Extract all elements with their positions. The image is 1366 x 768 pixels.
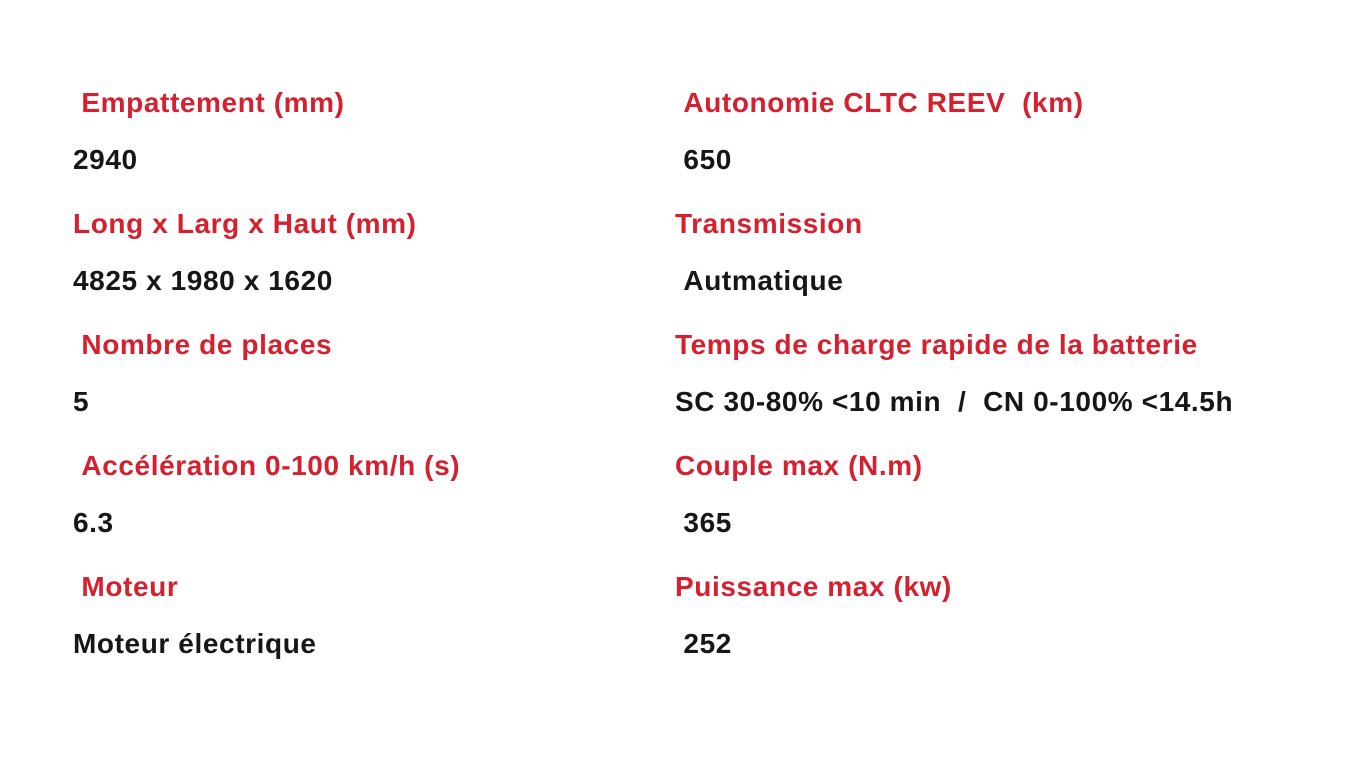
spec-item-autonomie — [675, 86, 1335, 177]
spec-label: Accélération 0-100 km/h (s) — [73, 450, 461, 481]
spec-column-right — [675, 86, 1335, 691]
spec-label: Couple max (N.m) — [675, 450, 923, 481]
spec-label: Puissance max (kw) — [675, 571, 952, 602]
spec-value: 365 — [675, 507, 732, 538]
spec-item-empattement — [73, 86, 675, 177]
spec-label: Transmission — [675, 208, 863, 239]
spec-item-places — [73, 328, 675, 419]
spec-label: Long x Larg x Haut (mm) — [73, 208, 417, 239]
spec-value: 252 — [675, 628, 732, 659]
spec-item-moteur — [73, 570, 675, 661]
spec-item-transmission — [675, 207, 1335, 298]
spec-label: Empattement (mm) — [73, 87, 345, 118]
spec-value: Moteur électrique — [73, 628, 317, 659]
spec-item-couple — [675, 449, 1335, 540]
spec-item-dimensions — [73, 207, 675, 298]
spec-item-puissance — [675, 570, 1335, 661]
spec-column-left — [73, 86, 675, 691]
spec-value: 4825 x 1980 x 1620 — [73, 265, 333, 296]
spec-item-charge — [675, 328, 1335, 419]
spec-label: Autonomie CLTC REEV (km) — [675, 87, 1084, 118]
spec-value: 650 — [675, 144, 732, 175]
spec-value: 2940 — [73, 144, 138, 175]
spec-value: 5 — [73, 386, 90, 417]
spec-item-acceleration — [73, 449, 675, 540]
spec-value: SC 30-80% <10 min / CN 0-100% <14.5h — [675, 386, 1234, 417]
spec-label: Moteur — [73, 571, 179, 602]
spec-label: Temps de charge rapide de la batterie — [675, 329, 1198, 360]
spec-label: Nombre de places — [73, 329, 333, 360]
spec-value: Autmatique — [675, 265, 844, 296]
spec-value: 6.3 — [73, 507, 114, 538]
